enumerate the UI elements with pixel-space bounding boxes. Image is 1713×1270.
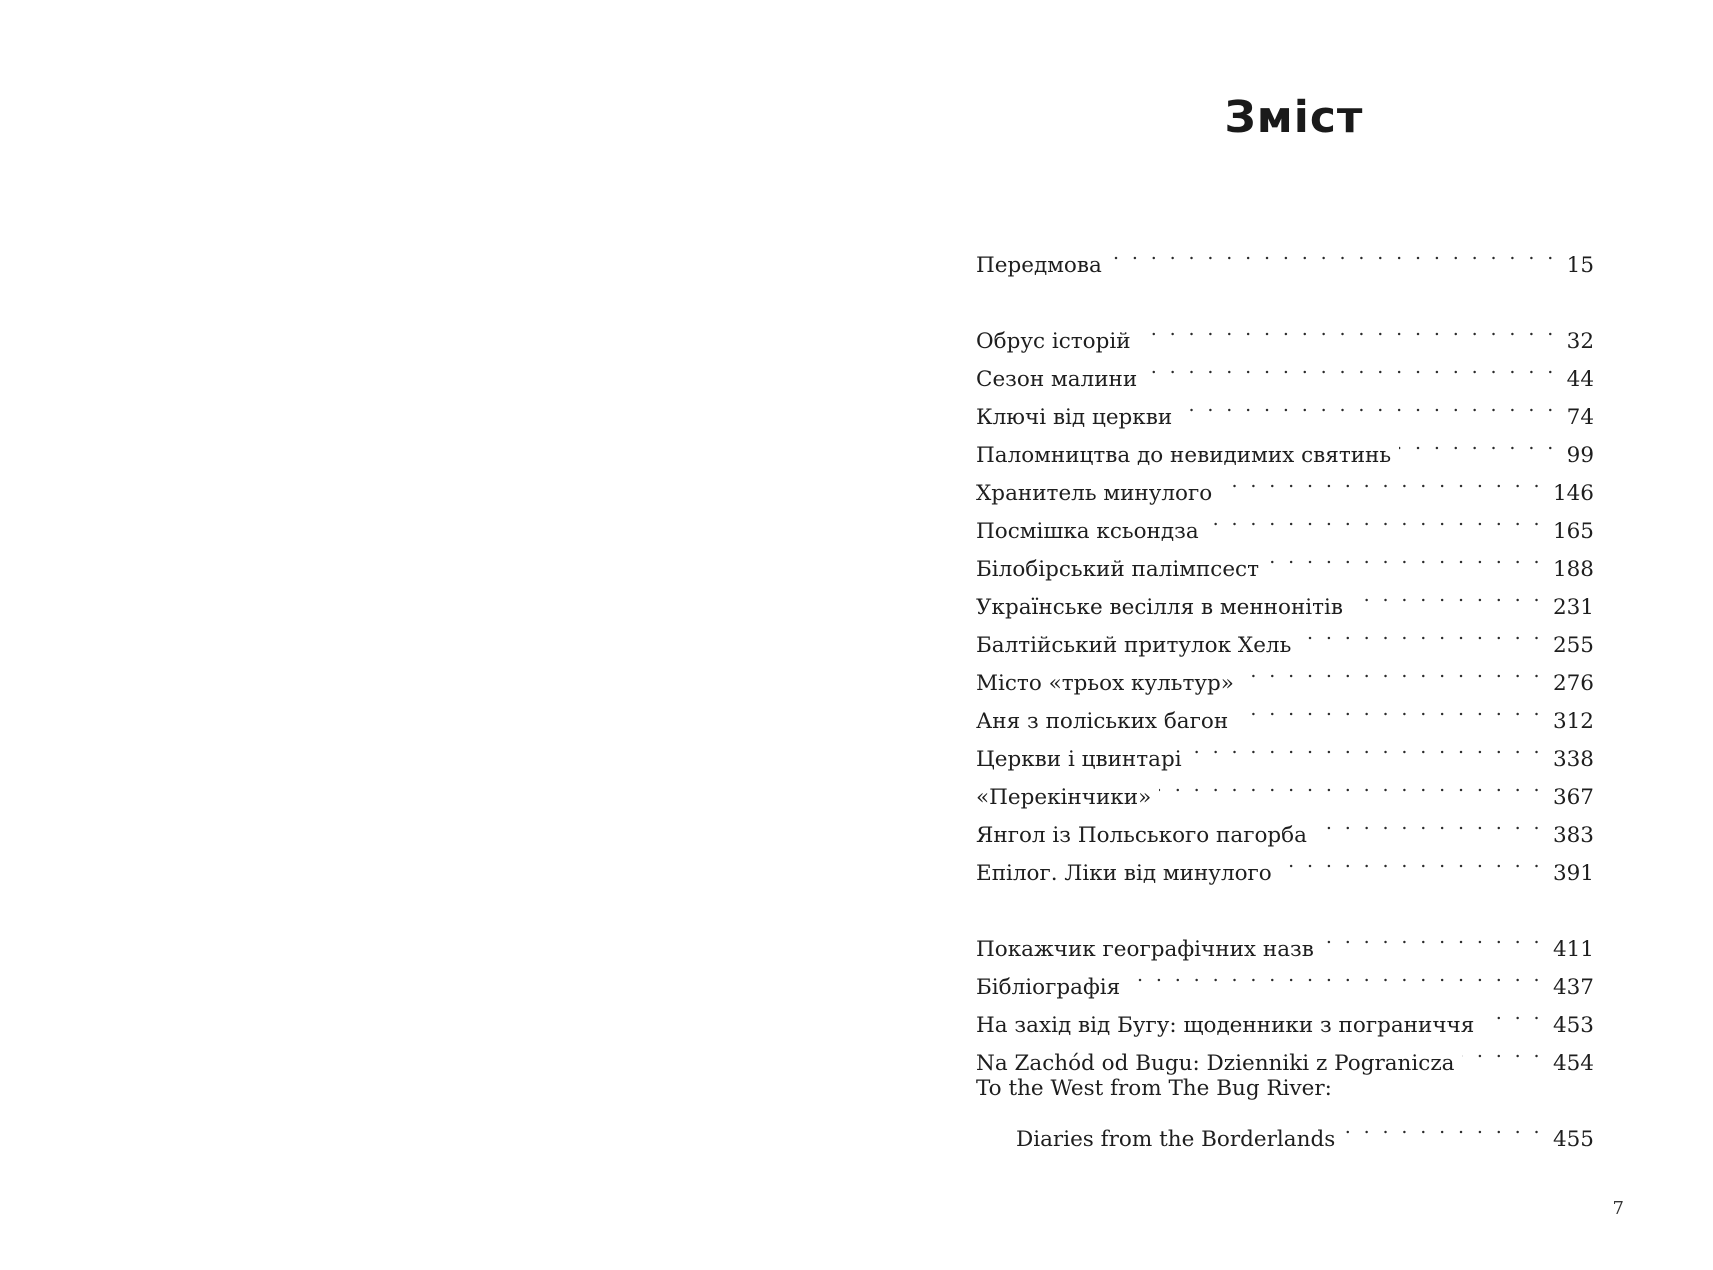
toc-group-chapters	[976, 310, 1594, 886]
toc-entry-title: Білобірський палімпсест	[976, 557, 1259, 582]
toc-entry-page: 188	[1552, 557, 1594, 582]
dot-leader	[1220, 462, 1543, 500]
toc-entry-page: 455	[1552, 1127, 1594, 1152]
toc-entry-page: 32	[1566, 329, 1594, 354]
toc-entry-page: 437	[1552, 975, 1594, 1000]
toc-entry-page: 453	[1552, 1013, 1594, 1038]
toc-entry	[976, 1108, 1594, 1152]
toc-entry-title: Передмова	[976, 253, 1102, 278]
toc-entry-page: 367	[1552, 785, 1594, 810]
page-number: 7	[1612, 1198, 1624, 1219]
toc-entry-page: 411	[1552, 937, 1594, 962]
toc-entry-title: Посмішка ксьондза	[976, 519, 1199, 544]
toc-entry-title: Ключі від церкви	[976, 405, 1173, 430]
toc-entry-title: Бібліографія	[976, 975, 1121, 1000]
dot-leader	[1110, 234, 1557, 272]
toc-entry-title: Аня з поліських багон	[976, 709, 1229, 734]
toc-entry-page: 74	[1566, 405, 1594, 430]
toc-entry-page: 99	[1566, 443, 1594, 468]
toc-entry	[976, 234, 1594, 278]
dot-leader	[1242, 652, 1543, 690]
toc-entry-page: 276	[1552, 671, 1594, 696]
dot-leader	[1399, 424, 1557, 462]
toc-entry-title: Янгол із Польського пагорба	[976, 823, 1307, 848]
dot-leader	[1139, 310, 1557, 348]
toc-entry	[976, 310, 1594, 354]
toc-entry-title: Українське весілля в меннонітів	[976, 595, 1344, 620]
toc-entry-page: 255	[1552, 633, 1594, 658]
dot-leader	[1236, 690, 1543, 728]
toc-entry-title: Покажчик географічних назв	[976, 937, 1314, 962]
dot-leader	[1159, 766, 1543, 804]
toc-entry-page: 44	[1566, 367, 1594, 392]
toc-group-back-matter	[976, 918, 1594, 1152]
page-title: Зміст	[1224, 92, 1364, 143]
dot-leader	[1128, 956, 1543, 994]
toc-entry-page: 391	[1552, 861, 1594, 886]
toc-entry	[976, 1070, 1594, 1108]
dot-leader	[1267, 538, 1543, 576]
dot-leader	[1180, 386, 1556, 424]
toc-entry-page: 146	[1552, 481, 1594, 506]
dot-leader	[1322, 918, 1543, 956]
toc-entry-title: Паломництва до невидимих святинь	[976, 443, 1392, 468]
left-page-blank	[0, 0, 856, 1270]
toc-entry-title: Епілог. Ліки від минулого	[976, 861, 1272, 886]
toc-entry-title: To the West from The Bug River:	[976, 1076, 1332, 1101]
toc-entry-title: Балтійський притулок Хель	[976, 633, 1292, 658]
toc-entry-title: Обрус історій	[976, 329, 1131, 354]
toc-entry-page: 231	[1552, 595, 1594, 620]
toc-entry-title: Сезон малини	[976, 367, 1138, 392]
dot-leader	[1343, 1108, 1543, 1146]
toc-entry	[976, 918, 1594, 962]
toc-entry-title: Хранитель минулого	[976, 481, 1213, 506]
toc-entry-page: 383	[1552, 823, 1594, 848]
toc-group-front-matter	[976, 234, 1594, 278]
dot-leader	[1482, 994, 1543, 1032]
toc-entry-title: Na Zachód od Bugu: Dzienniki z Pogranicza	[976, 1051, 1455, 1076]
toc-entry-title: Diaries from the Borderlands	[1016, 1127, 1336, 1152]
toc-entry-page: 454	[1552, 1051, 1594, 1076]
toc-entry-page: 165	[1552, 519, 1594, 544]
dot-leader	[1299, 614, 1543, 652]
table-of-contents	[976, 234, 1594, 1152]
toc-entry-page: 312	[1552, 709, 1594, 734]
dot-leader	[1190, 728, 1543, 766]
toc-entry-page: 15	[1566, 253, 1594, 278]
dot-leader	[1280, 842, 1543, 880]
toc-entry-page: 338	[1552, 747, 1594, 772]
dot-leader	[1351, 576, 1543, 614]
dot-leader	[1315, 804, 1543, 842]
dot-leader	[1145, 348, 1556, 386]
dot-leader	[1207, 500, 1543, 538]
toc-entry-title: На захід від Бугу: щоденники з пограниччя	[976, 1013, 1475, 1038]
toc-entry-title: Церкви і цвинтарі	[976, 747, 1182, 772]
dot-leader	[1462, 1032, 1542, 1070]
toc-entry-title: Місто «трьох культур»	[976, 671, 1234, 696]
toc-entry-title: «Перекінчики»	[976, 785, 1152, 810]
